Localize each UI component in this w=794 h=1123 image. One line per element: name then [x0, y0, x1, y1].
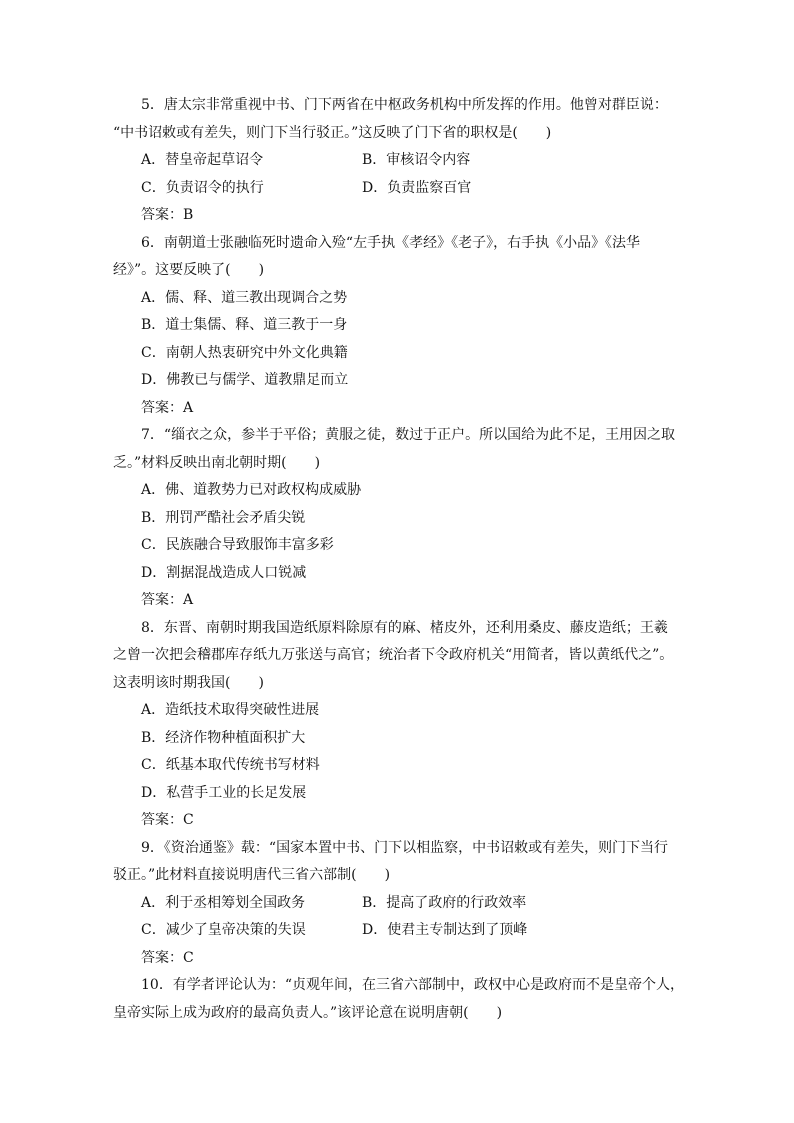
option-c: C．负责诏令的执行 — [141, 179, 264, 196]
option-c: C．南朝人热衷研究中外文化典籍 — [141, 344, 348, 361]
option-list — [113, 890, 693, 945]
question-5 — [113, 92, 693, 230]
answer: 答案：B — [141, 207, 194, 223]
option-d: D．负责监察百官 — [362, 179, 472, 196]
option-b: B．提高了政府的行政效率 — [362, 894, 527, 911]
option-b: B．道士集儒、释、道三教于一身 — [141, 317, 348, 333]
option-c: C．纸基本取代传统书写材料 — [141, 757, 320, 773]
question-stem: 7．“缁衣之众，参半于平俗；黄服之徒，数过于正户。所以国给为此不足，王用因之取 乏。”材料反映出南北朝时期( ) — [113, 427, 676, 471]
option-d: D．割据混战造成人口锐减 — [141, 564, 307, 581]
question-stem: 9．《资治通鉴》载：“国家本置中书、门下以相监察，中书诏敕或有差失，则门下当行 驳正。”此材料直接说明唐代三省六部制( ) — [113, 839, 669, 883]
option-b: B．经济作物种植面积扩大 — [141, 729, 306, 746]
option-c: C．民族融合导致服饰丰富多彩 — [141, 537, 334, 553]
question-9 — [113, 835, 693, 973]
option-a: A．儒、释、道三教出现调合之势 — [141, 289, 348, 306]
option-a: A．利于丞相筹划全国政务 — [141, 894, 306, 911]
option-b: B．刑罚严酷社会矛盾尖锐 — [141, 509, 306, 526]
answer: 答案：C — [141, 949, 194, 966]
answer: 答案：A — [141, 592, 194, 608]
option-a: A．替皇帝起草诏令 — [141, 152, 264, 168]
option-list — [113, 477, 693, 587]
question-6 — [113, 230, 693, 423]
option-a: A．佛、道教势力已对政权构成威胁 — [141, 482, 362, 498]
answer: 答案：A — [141, 399, 194, 416]
question-stem: 8．东晋、南朝时期我国造纸原料除原有的麻、楮皮外，还利用桑皮、藤皮造纸；王羲 之曾一次把会稽郡库存纸九万张送与高官；统治者下令政府机关“用简者，皆以黄纸代之”。 这表明该时期我国( ) — [113, 619, 674, 691]
question-stem: 5．唐太宗非常重视中书、门下两省在中枢政务机构中所发挥的作用。他曾对群臣说： “中书诏敕或有差失，则门下当行驳正。”这反映了门下省的职权是( ) — [113, 97, 668, 141]
question-stem: 6．南朝道士张融临死时遗命入殓“左手执《孝经》《老子》，右手执《小品》《法华 经》”。这要反映了( ) — [113, 234, 641, 278]
option-c: C．减少了皇帝决策的失误 — [141, 922, 306, 938]
option-list — [113, 147, 693, 202]
option-list — [113, 697, 693, 807]
question-7 — [113, 422, 693, 615]
option-d: D．佛教已与儒学、道教鼎足而立 — [141, 372, 349, 388]
option-a: A．造纸技术取得突破性进展 — [141, 702, 320, 718]
question-8 — [113, 615, 693, 835]
question-stem: 10．有学者评论认为：“贞观年间，在三省六部制中，政权中心是政府而不是皇帝个人， 皇帝实际上成为政府的最高负责人。”该评论意在说明唐朝( ) — [113, 977, 684, 1021]
option-list — [113, 285, 693, 395]
answer: 答案：C — [141, 812, 194, 828]
option-d: D．使君主专制达到了顶峰 — [362, 922, 528, 938]
question-10 — [113, 972, 693, 1027]
option-d: D．私营手工业的长足发展 — [141, 784, 307, 801]
question-list — [113, 92, 693, 1027]
option-b: B．审核诏令内容 — [362, 152, 471, 168]
